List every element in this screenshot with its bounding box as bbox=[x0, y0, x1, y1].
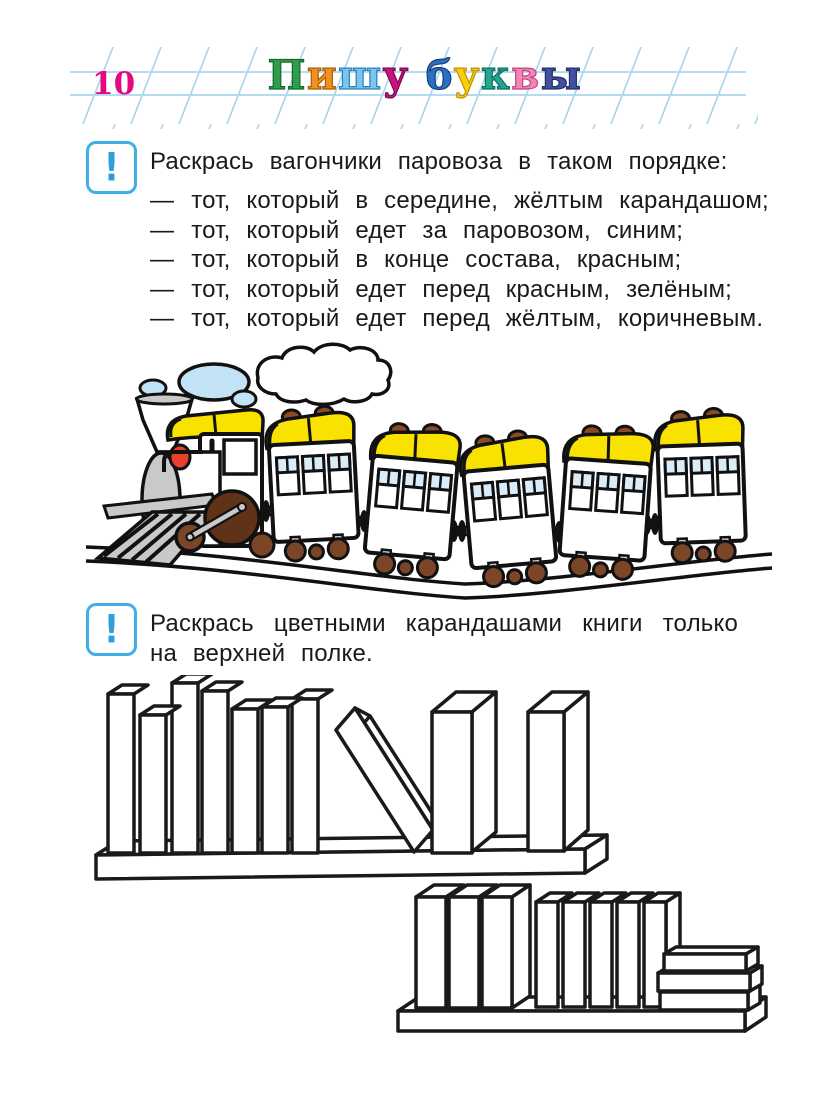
train-illustration bbox=[80, 338, 780, 600]
bookshelves-illustration bbox=[90, 675, 780, 1040]
instruction-text: тот, который едет за паровозом, синим; bbox=[191, 216, 684, 244]
exclamation-icon: ! bbox=[103, 606, 120, 653]
cloud bbox=[257, 344, 390, 404]
top-shelf bbox=[96, 675, 607, 879]
attention-badge bbox=[86, 141, 137, 194]
title-letter: ы bbox=[540, 52, 583, 99]
page-title bbox=[30, 52, 820, 99]
page-number: 10 bbox=[92, 66, 136, 102]
instruction-item bbox=[150, 275, 769, 305]
train-car-4 bbox=[555, 422, 654, 581]
exercise1-text bbox=[150, 141, 769, 334]
instruction-text: тот, который едет перед жёлтым, коричневым. bbox=[191, 305, 764, 332]
locomotive bbox=[98, 394, 274, 565]
title-letter: у bbox=[382, 52, 410, 99]
instruction-text: тот, который едет перед красным, зелёным; bbox=[191, 275, 733, 303]
train-car-3 bbox=[458, 428, 560, 588]
exercise-color-books bbox=[86, 603, 738, 669]
exclamation-icon: ! bbox=[103, 144, 120, 191]
exercise-color-train bbox=[86, 141, 769, 334]
instruction-item bbox=[150, 216, 769, 246]
attention-badge bbox=[86, 603, 137, 656]
title-letter: ш bbox=[338, 52, 383, 99]
list-dash: — bbox=[150, 275, 175, 303]
instruction-text: тот, который в середине, жёлтым карандашом; bbox=[191, 187, 769, 214]
title-letter: б bbox=[425, 52, 454, 99]
title-letter: в bbox=[511, 52, 541, 99]
title-letter: у bbox=[453, 52, 482, 99]
exercise1-intro: Раскрась вагончики паровоза в таком порядке: bbox=[150, 148, 728, 175]
train-car-2 bbox=[360, 419, 462, 579]
title-letter: и bbox=[306, 52, 339, 99]
exercise2-intro: Раскрась цветными карандашами книги только на верхней полке. bbox=[150, 610, 738, 667]
train-car-1 bbox=[264, 405, 360, 562]
list-dash: — bbox=[150, 246, 175, 273]
exercise2-text bbox=[150, 603, 738, 669]
list-dash: — bbox=[150, 187, 175, 214]
title-letter: к bbox=[481, 52, 512, 99]
bottom-shelf-books bbox=[416, 885, 762, 1010]
book-stack bbox=[658, 947, 762, 1010]
instruction-item bbox=[150, 245, 769, 275]
bottom-shelf bbox=[398, 885, 766, 1031]
title-letter: П bbox=[267, 52, 307, 99]
train-car-5 bbox=[654, 408, 748, 564]
instruction-text: тот, который в конце состава, красным; bbox=[191, 246, 682, 273]
instruction-item bbox=[150, 304, 769, 334]
instruction-item bbox=[150, 186, 769, 216]
list-dash: — bbox=[150, 216, 175, 244]
instruction-list bbox=[150, 186, 769, 334]
top-shelf-books bbox=[108, 675, 588, 853]
list-dash: — bbox=[150, 305, 175, 332]
